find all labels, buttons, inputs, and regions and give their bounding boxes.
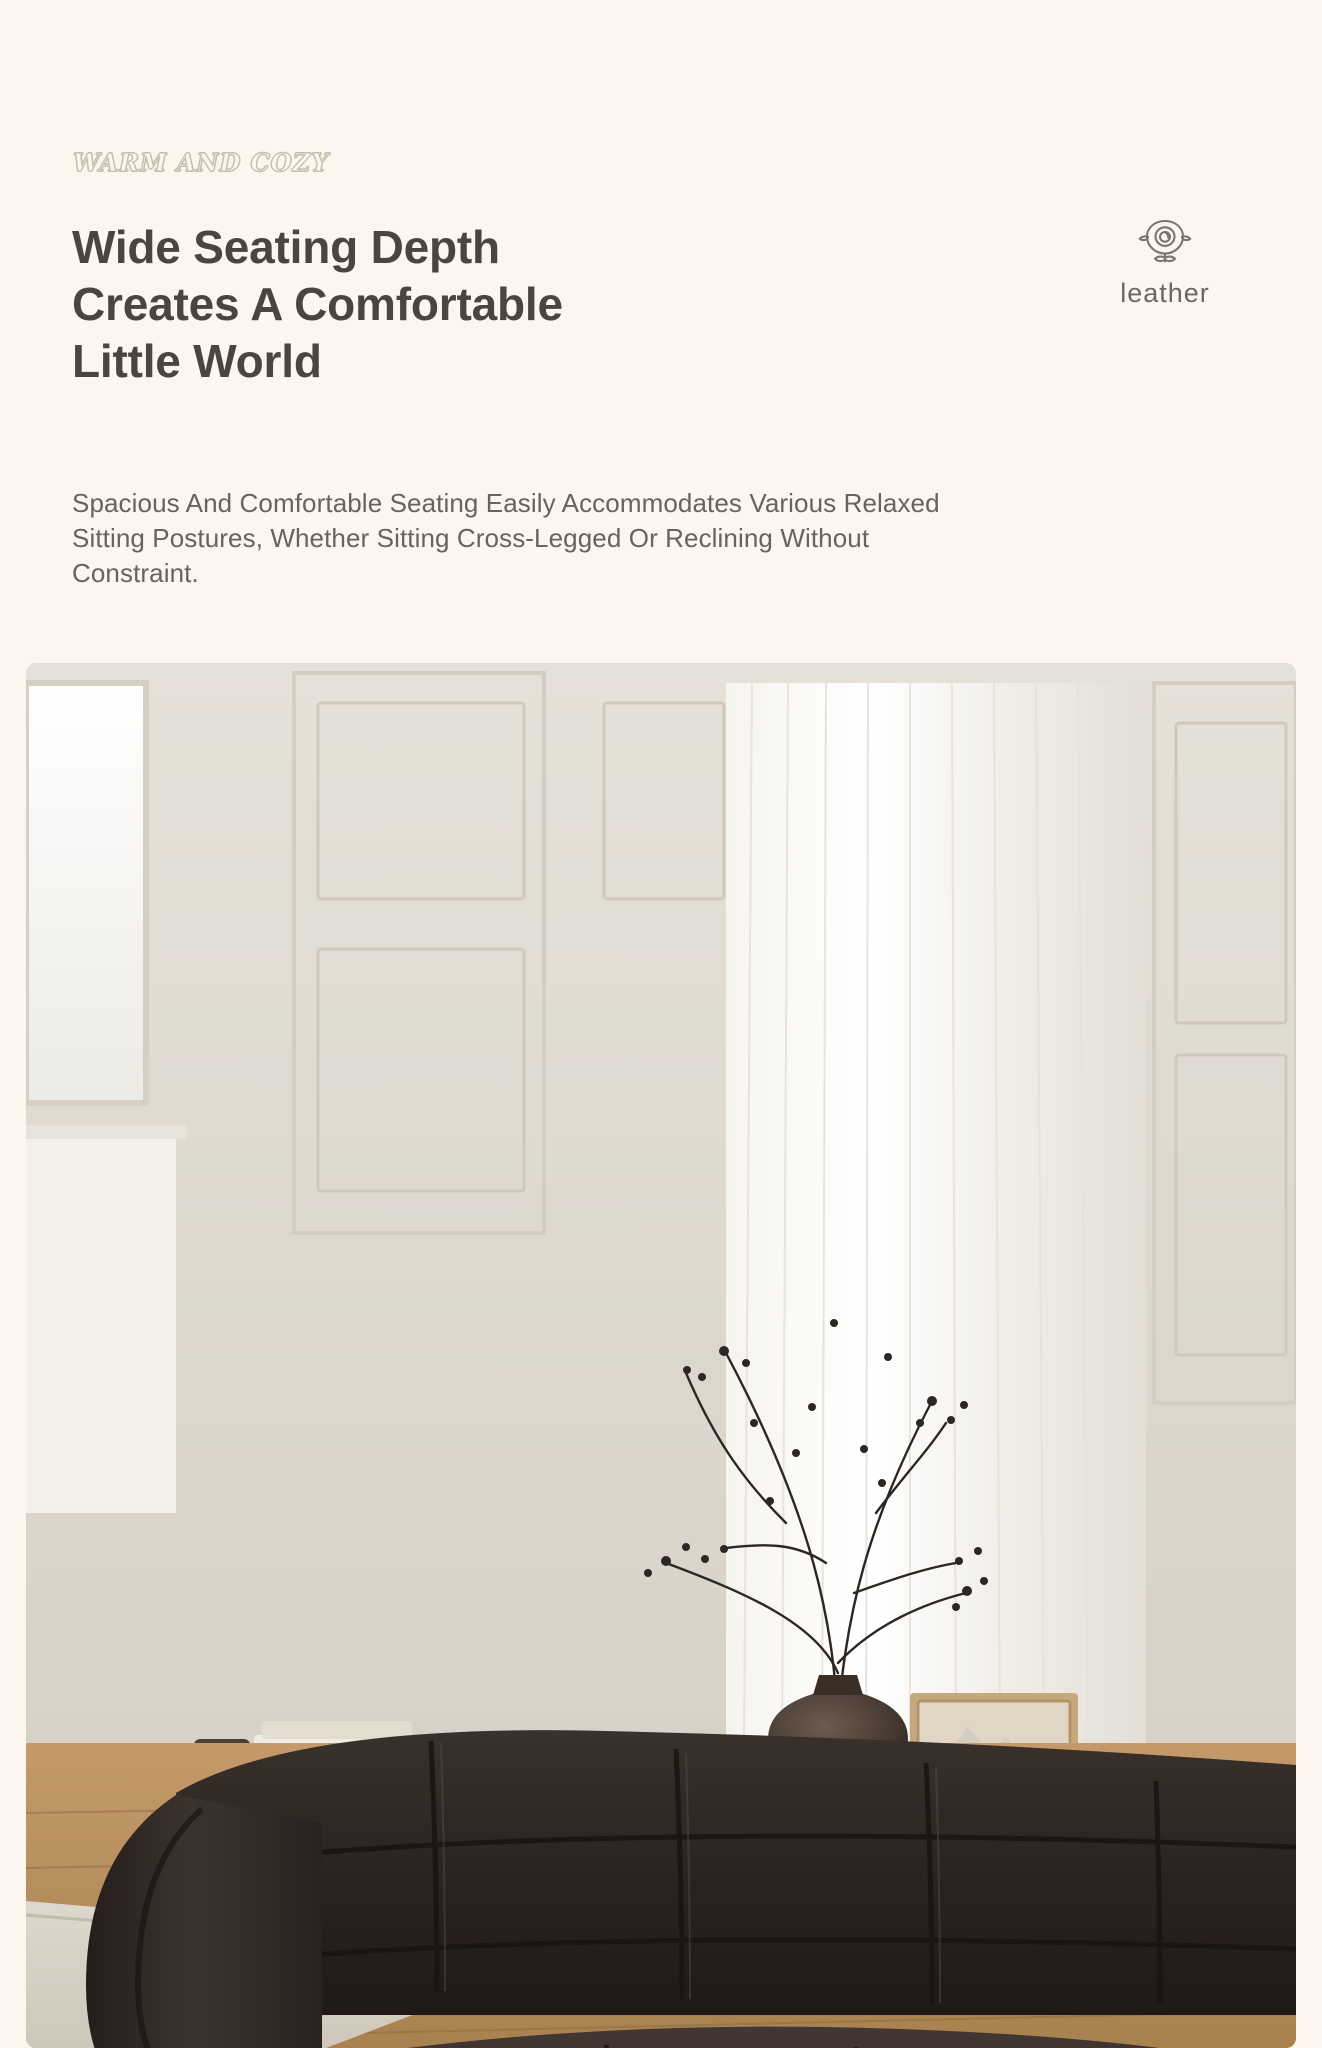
description-text: Spacious And Comfortable Seating Easily Accommodates Various Relaxed Sitting Postures, Whether Sitting Cross-Legged Or Reclining Without Constraint. [72,488,940,588]
product-photo [26,663,1296,2048]
rose-icon [1133,212,1197,274]
brand-name: leather [1120,278,1210,308]
page-title: Wide Seating Depth Creates A Comfortable Little World [72,220,563,387]
header-section [0,0,1322,648]
brand-logo [1100,212,1230,308]
eyebrow-text: WARM AND COZY [73,148,330,177]
